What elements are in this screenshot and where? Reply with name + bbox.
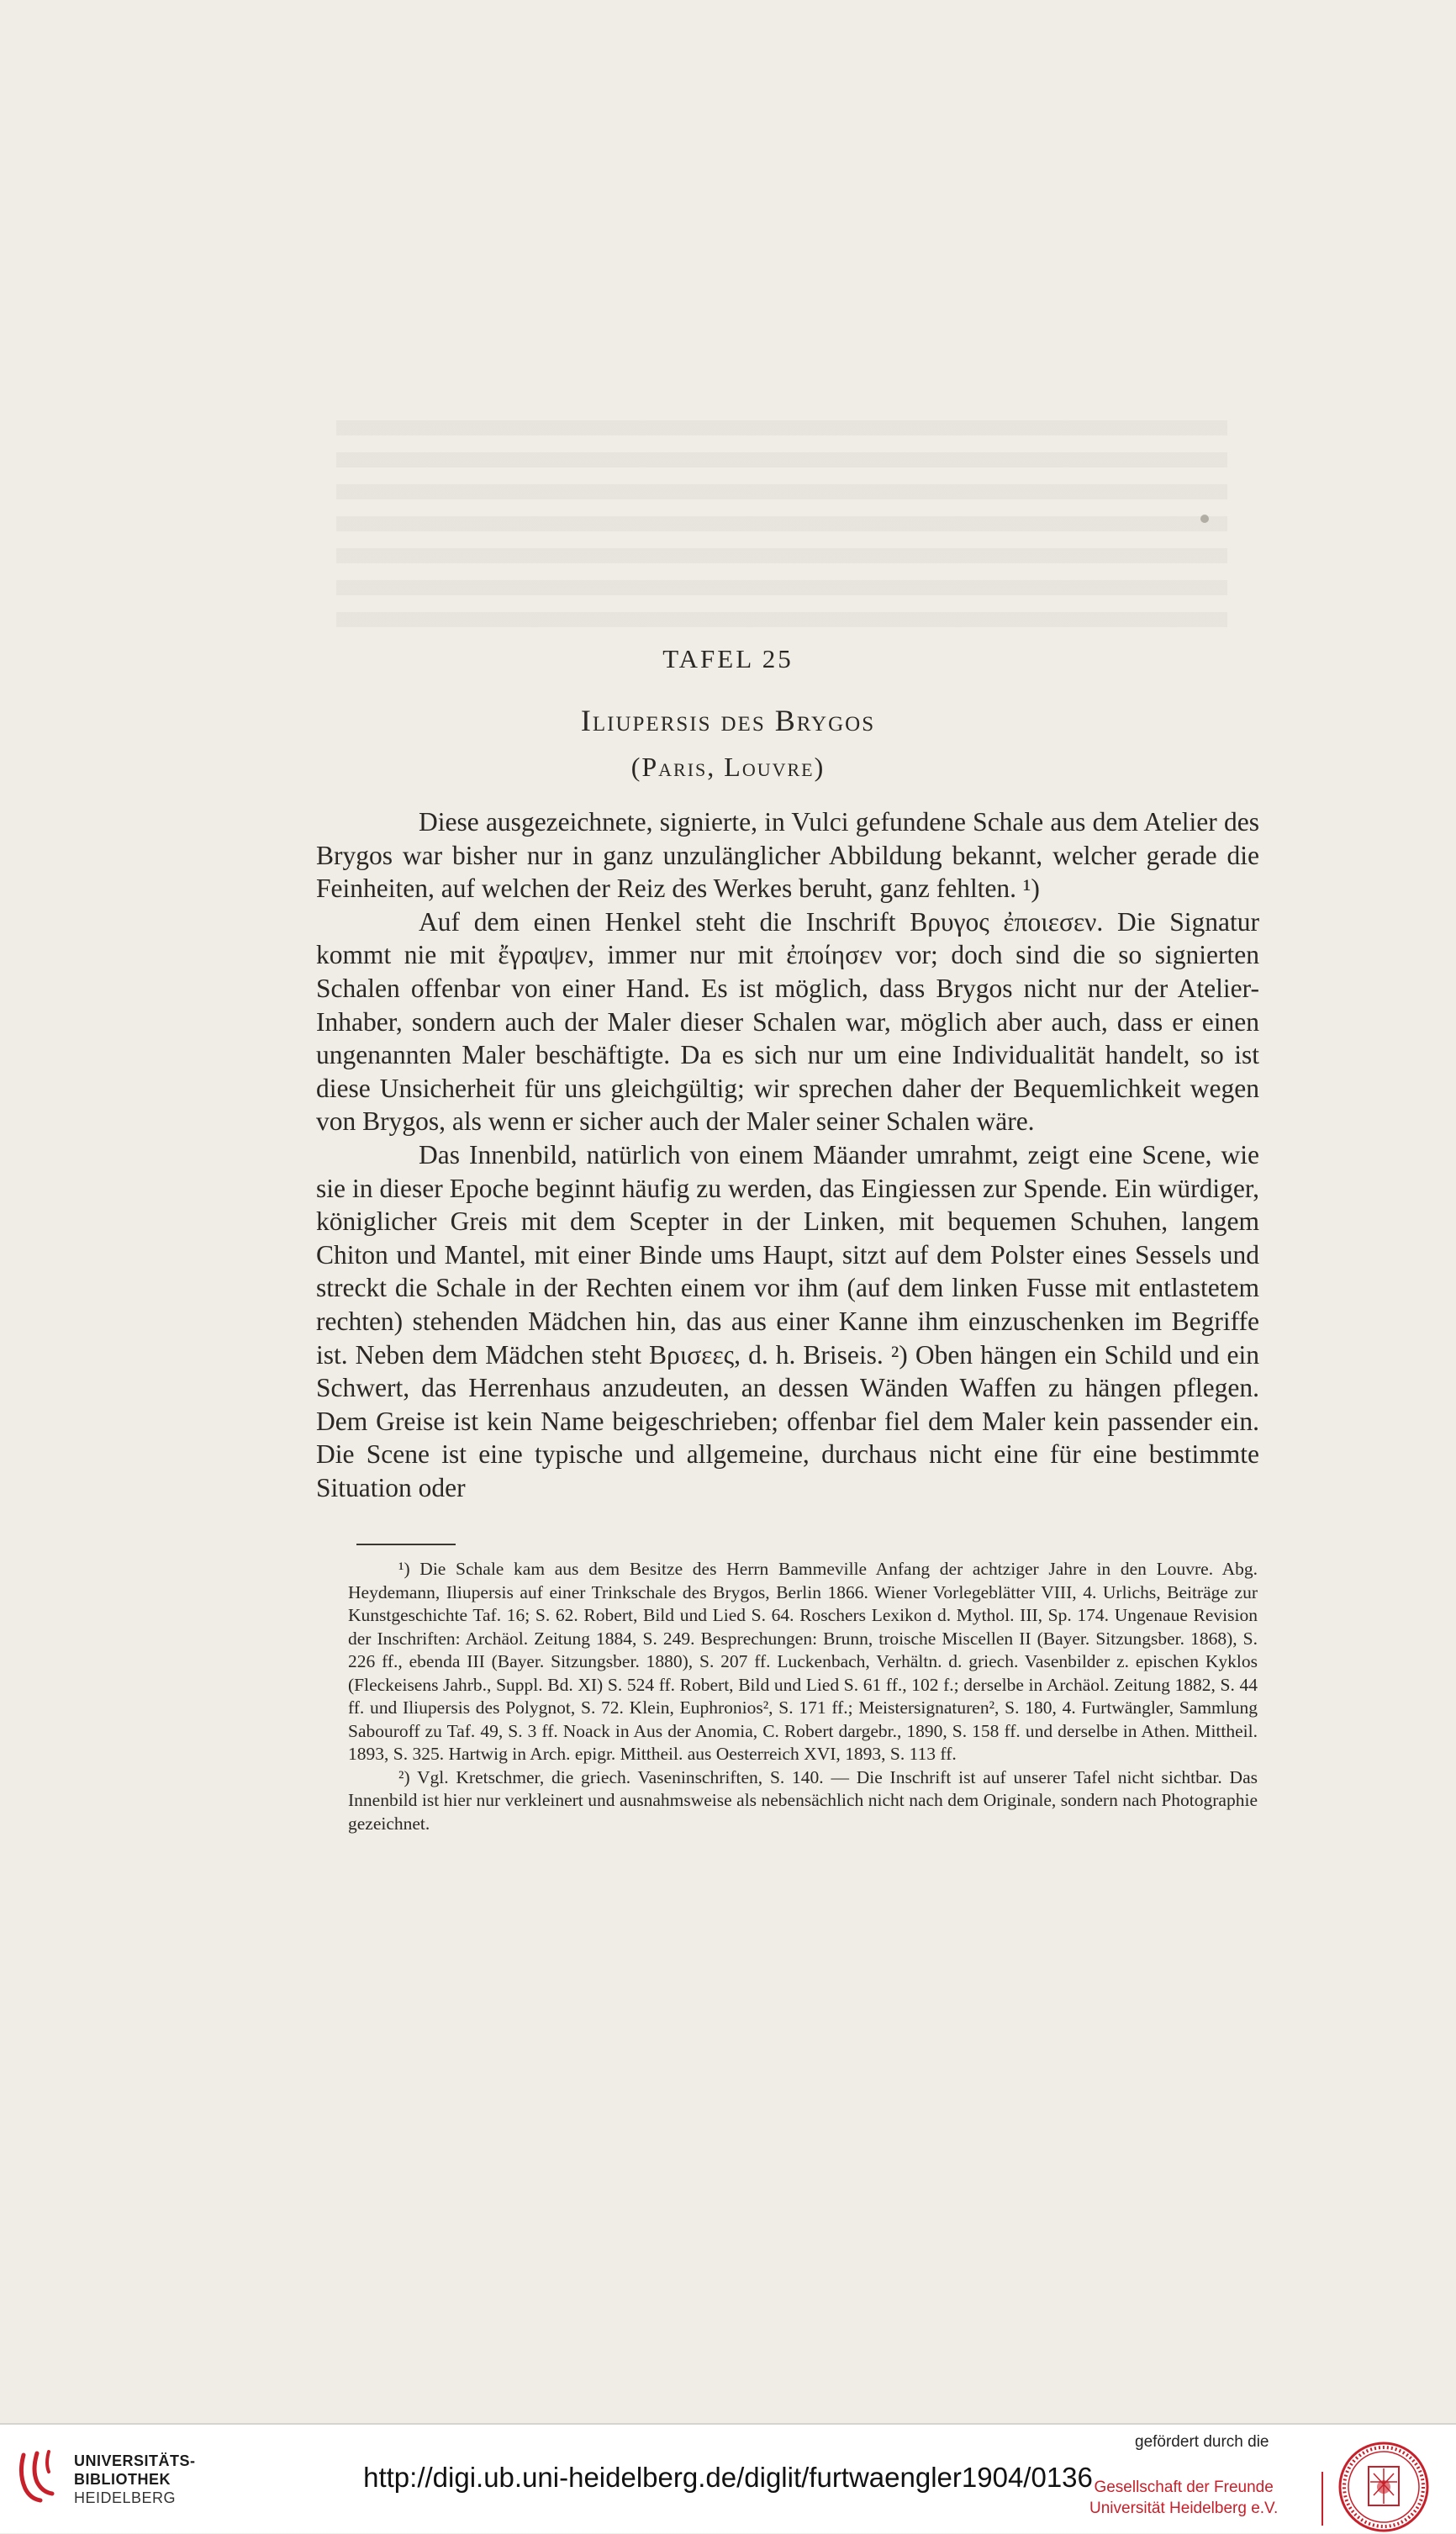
library-name-line: BIBLIOTHEK [74, 2471, 171, 2488]
page-subtitle: (Paris, Louvre) [630, 752, 826, 782]
university-seal-icon[interactable] [1337, 2440, 1431, 2534]
paragraph: Das Innenbild, natürlich von einem Mäander umrahmt, zeigt eine Scene, wie sie in dieser Epoche beginnt häufig zu werden, das Eingiessen zur Spende. Ein würdiger, königlicher Greis mit dem Scepter in der Linken, mit bequemen Schuhen, langem Chiton und Mantel, mit einer Binde ums Haupt, sitzt auf dem Polster eines Sessels und streckt die Schale in der Rechten einem vor ihm (auf dem linken Fusse mit entlastetem rechten) stehenden Mädchen hin, das aus einer Kanne ihm einzuschenken im Begriffe ist. Neben dem Mädchen steht Βρισεες, d. h. Briseis. ²) Oben hängen ein Schild und ein Schwert, das Herrenhaus anzudeuten, an dessen Wänden Waffen zu hängen pflegen. Dem Greise ist kein Name beigeschrieben; offenbar fiel dem Maler kein passender ein. Die Scene ist eine typische und allgemeine, durchaus nicht eine für eine bestimmte Situation oder [316, 1139, 1259, 1502]
library-name-line: HEIDELBERG [74, 2489, 177, 2506]
footnotes [348, 1558, 1258, 1835]
viewer-footer [0, 2423, 1456, 2533]
permalink-url[interactable]: http://digi.ub.uni-heidelberg.de/diglit/furtwaengler1904/0136 [363, 2462, 1093, 2493]
footnote: ¹) Die Schale kam aus dem Besitze des Herrn Bammeville Anfang der achtziger Jahre in den Louvre. Abg. Heydemann, Iliupersis auf einer Trinkschale des Brygos, Berlin 1866. Wiener Vorlegeblätter VIII, 4. Urlichs, Beiträge zur Kunstgeschichte Taf. 16; S. 62. Robert, Bild und Lied S. 64. Roschers Lexikon d. Mythol. III, Sp. 174. Ungenaue Revision der Inschriften: Archäol. Zeitung 1884, S. 249. Besprechungen: Brunn, troische Miscellen II (Bayer. Sitzungsber. 1868), S. 226 ff., ebenda III (Bayer. Sitzungsber. 1880), S. 207 ff. Luckenbach, Verhältn. d. griech. Vasenbilder z. epischen Kyklos (Fleckeisens Jahrb., Suppl. Bd. XI) S. 524 ff. Robert, Bild und Lied S. 61 ff., 102 f.; derselbe in Archäol. Zeitung 1882, S. 44 ff. und Iliupersis des Polygnot, S. 72. Klein, Euphronios², S. 171 ff.; Meistersignaturen², S. 180, 4. Furtwängler, Sammlung Sabouroff zu Taf. 49, S. 3 ff. Noack in Aus der Anomia, C. Robert dargebr., 1890, S. 158 ff. und derselbe in Athen. Mittheil. 1893, S. 325. Hartwig in Arch. epigr. Mittheil. aus Oesterreich XVI, 1893, S. 113 ff. [348, 1559, 1258, 1764]
footer-divider [1321, 2472, 1323, 2526]
footnote: ²) Vgl. Kretschmer, die griech. Vaseninschriften, S. 140. — Die Inschrift ist auf unserer Tafel nicht sichtbar. Das Innenbild ist hier nur verkleinert und ausnahmsweise als nebensächlich nicht nach dem Originale, sondern nach Photographie gezeichnet. [348, 1766, 1258, 1834]
sponsor-name-line: Universität Heidelberg e.V. [1089, 2500, 1279, 2517]
sponsor-name[interactable] [1089, 2477, 1278, 2519]
sponsor-label: gefördert durch die [1135, 2433, 1269, 2451]
paper-spot [1200, 515, 1209, 523]
paragraph: Auf dem einen Henkel steht die Inschrift Βρυγος ἐποιεσεν. Die Signatur kommt nie mit ἔγραψεν, immer nur mit ἐποίησεν vor; doch sind die so signierten Schalen offenbar von einer Hand. Es ist möglich, dass Brygos nicht nur der Atelier-Inhaber, sondern auch der Maler dieser Schalen war, möglich aber auch, dass er einen ungenannten Maler beschäftigte. Da es sich nur um eine Individualität handelt, so ist diese Unsicherheit für uns gleichgültig; wir sprechen daher der Bequemlichkeit wegen von Brygos, als wenn er sicher auch der Maler seiner Schalen wäre. [316, 906, 1259, 1137]
body-text [316, 805, 1259, 1504]
footnote-divider [356, 1544, 456, 1545]
bleed-through-texture [336, 420, 1227, 639]
page-title: Iliupersis des Brygos [580, 704, 876, 737]
sponsor-name-line: Gesellschaft der Freunde [1094, 2479, 1274, 2496]
plate-label: TAFEL 25 [662, 644, 794, 673]
library-name-line: UNIVERSITÄTS- [74, 2452, 196, 2469]
paragraph: Diese ausgezeichnete, signierte, in Vulci gefundene Schale aus dem Atelier des Brygos war bisher nur in ganz unzulänglicher Abbildung bekannt, welcher gerade die Feinheiten, auf welchen der Reiz des Werkes beruht, ganz fehlten. ¹) [316, 807, 1259, 904]
